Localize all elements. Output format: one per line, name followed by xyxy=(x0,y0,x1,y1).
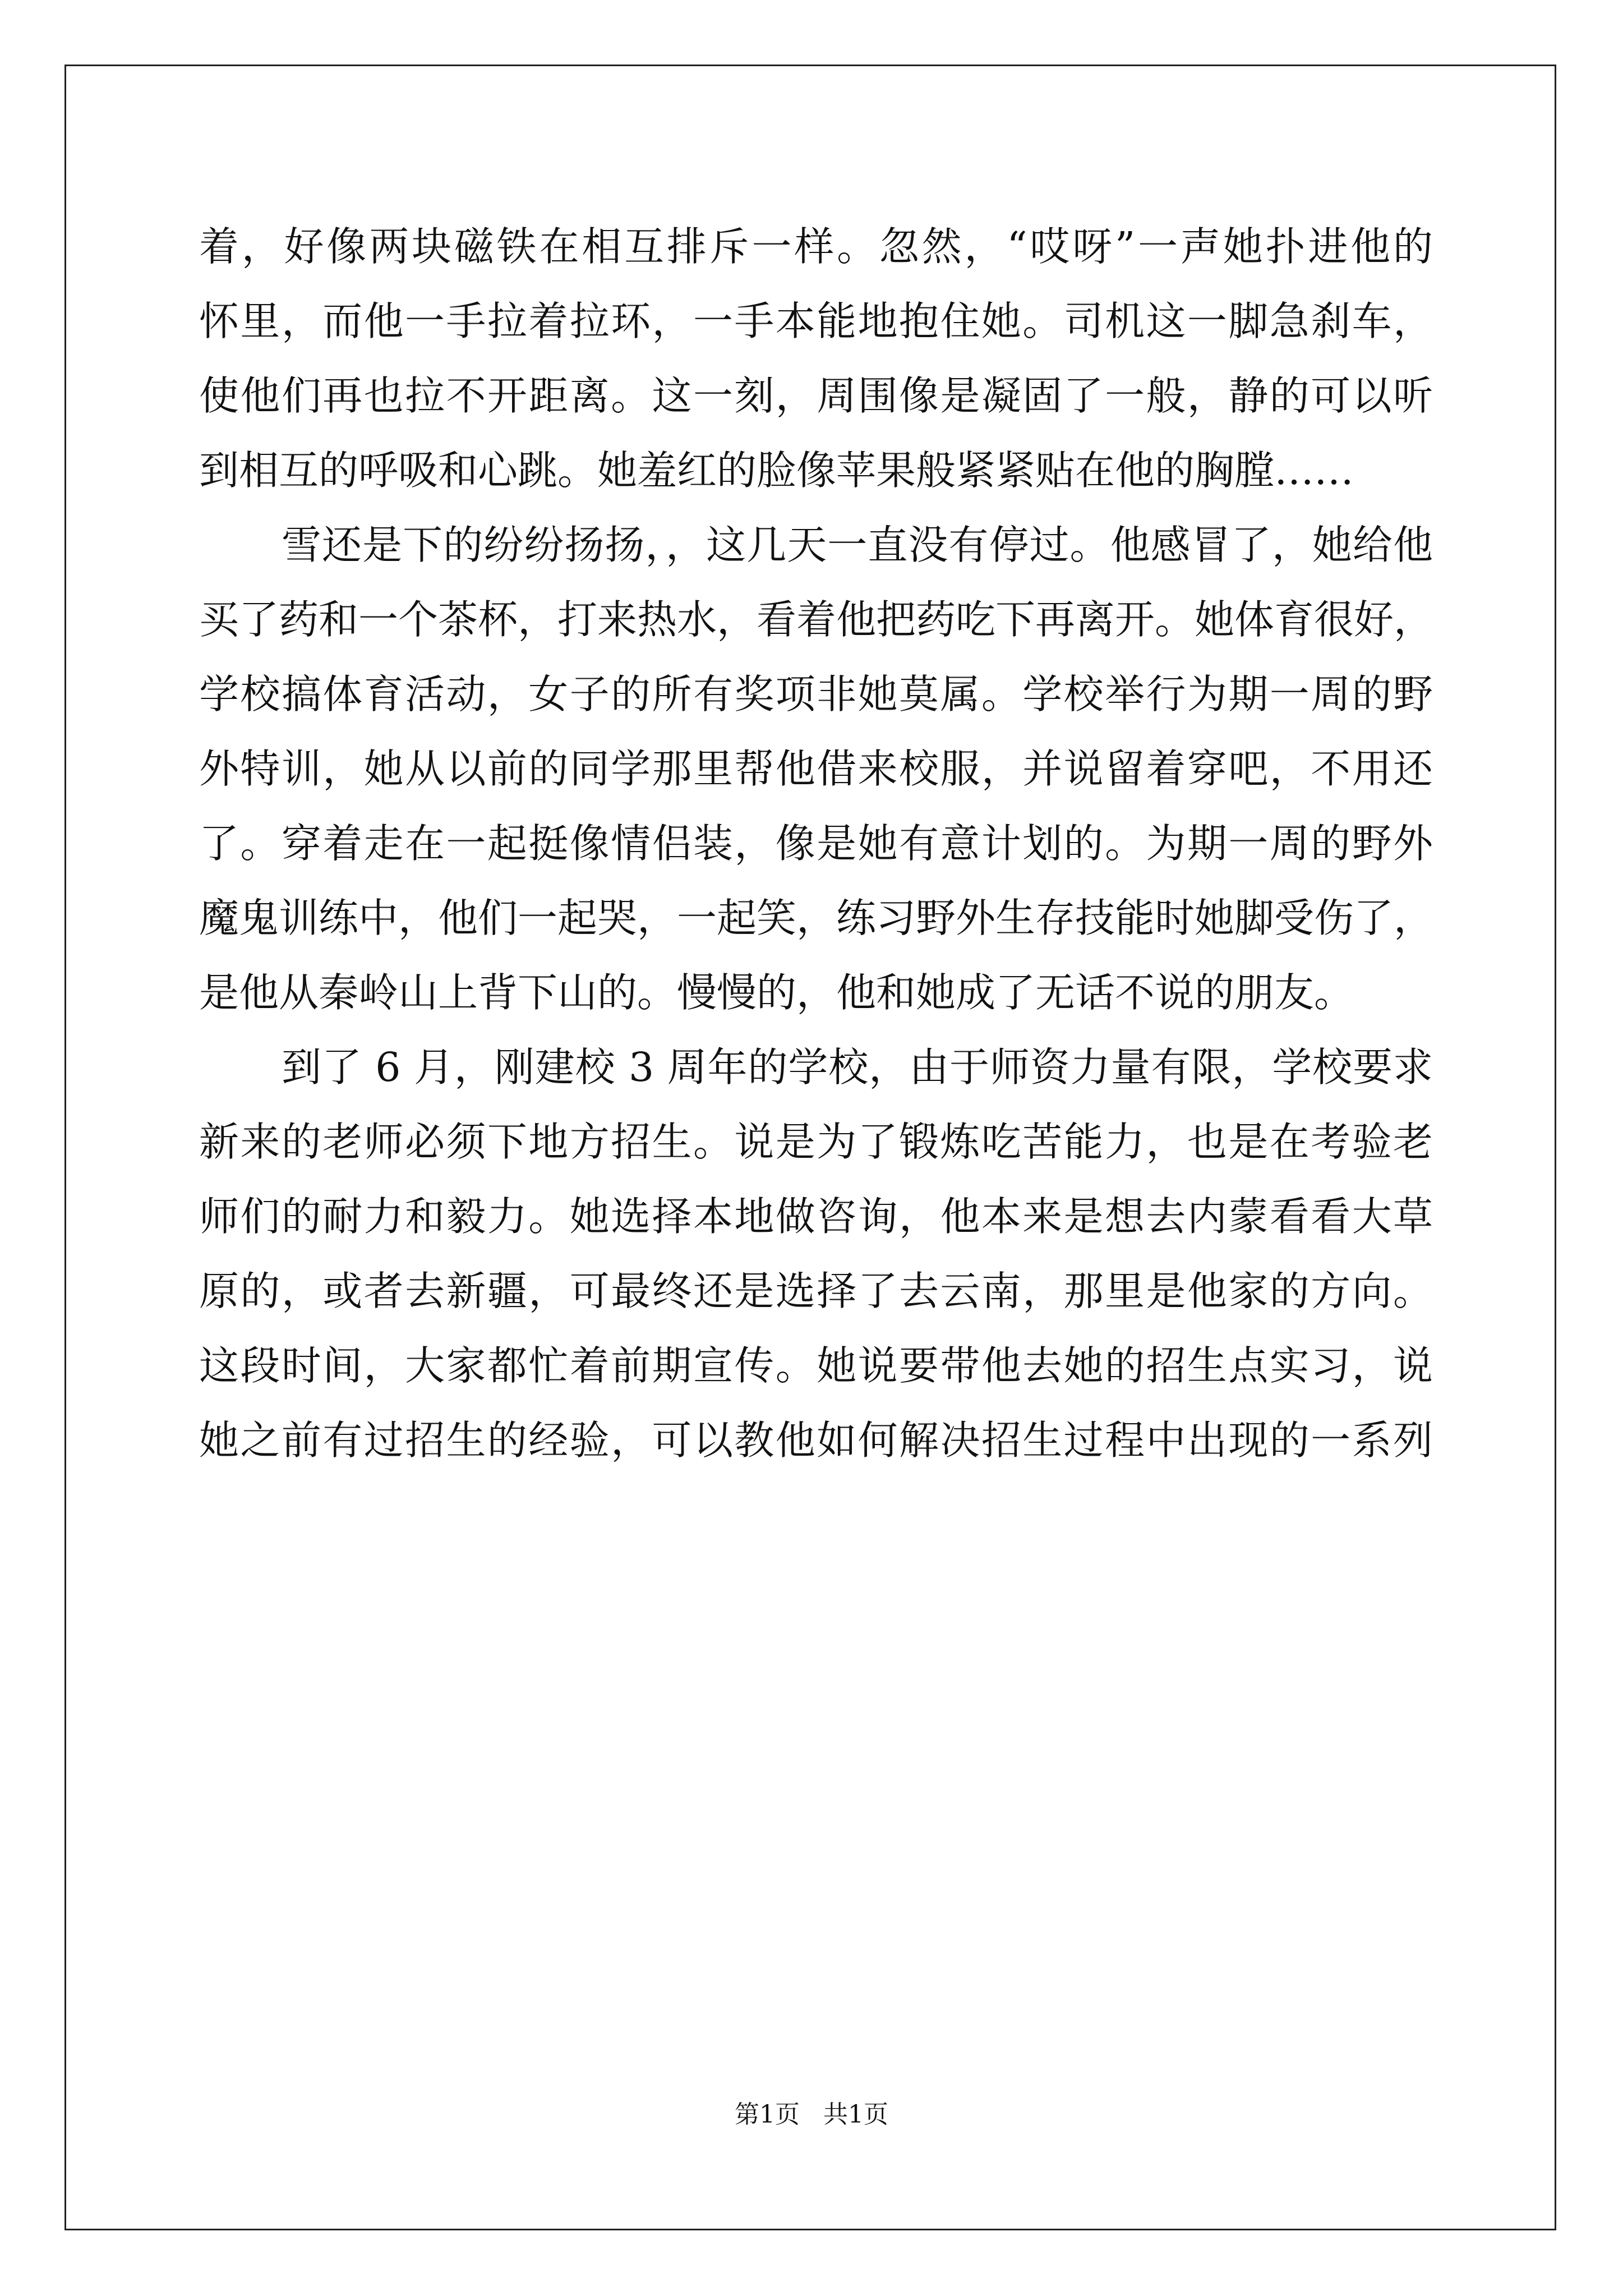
text-line: 了。穿着走在一起挺像情侣装，像是她有意计划的。为期一周的野外 xyxy=(199,820,1433,867)
text-line: 魔鬼训练中，他们一起哭，一起笑，练习野外生存技能时她脚受伤了， xyxy=(199,895,1434,941)
page-number-footer: 第1页 共1页 xyxy=(735,2100,888,2129)
text-line: 到相互的呼吸和心跳。她羞红的脸像苹果般紧紧贴在他的胸膛…… xyxy=(199,447,1354,494)
text-line: 新来的老师必须下地方招生。说是为了锻炼吃苦能力，也是在考验老 xyxy=(199,1119,1433,1165)
text-line: 使他们再也拉不开距离。这一刻，周围像是凝固了一般，静的可以听 xyxy=(199,372,1433,419)
text-line: 师们的耐力和毅力。她选择本地做咨询，他本来是想去内蒙看看大草 xyxy=(199,1193,1433,1240)
text-line: 原的，或者去新疆，可最终还是选择了去云南，那里是他家的方向。 xyxy=(199,1268,1433,1314)
paragraph-first-line: 到了 6 月，刚建校 3 周年的学校，由于师资力量有限，学校要求 xyxy=(282,1044,1433,1091)
paragraph-first-line: 雪还是下的纷纷扬扬，，这几天一直没有停过。他感冒了，她给他 xyxy=(282,522,1433,568)
text-line: 这段时间，大家都忙着前期宣传。她说要带他去她的招生点实习，说 xyxy=(199,1342,1433,1389)
text-line: 买了药和一个茶杯，打来热水，看着他把药吃下再离开。她体育很好， xyxy=(199,596,1434,643)
text-line: 着，好像两块磁铁在相互排斥一样。忽然，“哎呀”一声她扑进他的 xyxy=(199,223,1433,270)
text-line: 学校搞体育活动，女子的所有奖项非她莫属。学校举行为期一周的野 xyxy=(199,671,1433,717)
text-line: 是他从秦岭山上背下山的。慢慢的，他和她成了无话不说的朋友。 xyxy=(199,969,1354,1016)
text-line: 怀里，而他一手拉着拉环，一手本能地抱住她。司机这一脚急刹车， xyxy=(199,298,1433,344)
text-line: 外特训，她从以前的同学那里帮他借来校服，并说留着穿吧，不用还 xyxy=(199,746,1433,792)
text-line: 她之前有过招生的经验，可以教他如何解决招生过程中出现的一系列 xyxy=(199,1417,1433,1464)
